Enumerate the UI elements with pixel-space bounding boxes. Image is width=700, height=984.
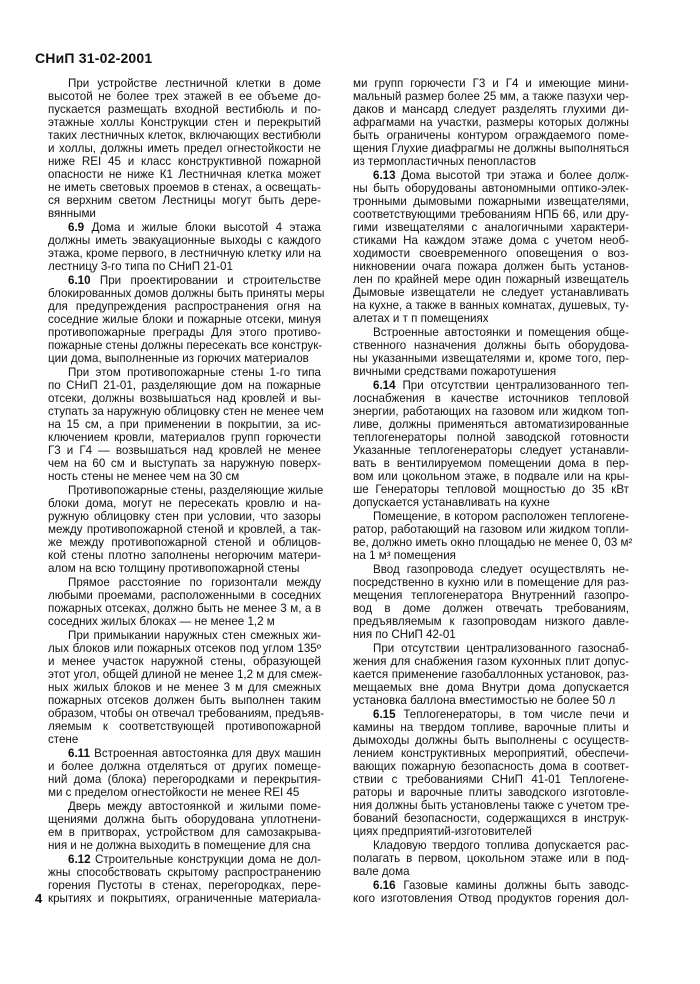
line-text: ми с пределом огнестойкости не менее REI 45	[48, 786, 300, 799]
paragraph	[353, 563, 629, 641]
line-text: бований безопасности, содержащихся в инструк-	[353, 812, 629, 825]
line-text: любыми проемами, расположенными в соседних	[48, 589, 321, 602]
line-text: щения Глухие диафрагмы не должны выполняться	[353, 142, 629, 155]
text-line	[353, 405, 629, 418]
text-line	[353, 563, 629, 576]
text-line	[48, 155, 321, 168]
line-text: на кухне, а также в ванных комнатах, душевых, ту-	[353, 299, 629, 312]
line-text: стене	[48, 733, 79, 746]
text-line	[353, 273, 629, 286]
line-text: При устройстве лестничной клетки в доме	[68, 77, 321, 90]
text-line	[48, 339, 321, 352]
text-line	[353, 628, 629, 641]
text-line	[48, 879, 321, 892]
text-line	[353, 379, 629, 392]
paragraph	[353, 510, 633, 562]
text-line	[353, 786, 629, 799]
line-text: посредственно в кухню или в помещение для раз-	[353, 576, 629, 589]
line-text: тронными дымовыми пожарными извещателями,	[353, 195, 629, 208]
line-text: на 15 см, а при применении в покрытии, за ис-	[48, 418, 321, 431]
paragraph	[353, 326, 629, 378]
text-line	[48, 615, 321, 628]
line-text: из термопластичных пенопластов	[353, 155, 537, 168]
paragraph	[48, 800, 321, 852]
text-line	[48, 668, 321, 681]
text-line	[353, 221, 629, 234]
text-line	[48, 274, 321, 287]
section-number: 6.10	[68, 274, 91, 287]
text-line	[48, 562, 321, 575]
line-text: алетах и т п помещениях	[353, 312, 489, 325]
text-line	[353, 496, 629, 509]
text-line	[353, 655, 629, 668]
text-line	[48, 431, 321, 444]
line-text: соответствующими требованиям НПБ 66, или дру-	[353, 208, 629, 221]
line-text: ляемым к соответствующей противопожарной	[48, 720, 321, 733]
line-text: высотой не более трех этажей в ее объеме до-	[48, 90, 321, 103]
line-text: вать в вентилируемом помещении дома в пер-	[353, 457, 629, 470]
line-text: мещаемых вне дома Внутри дома допускается	[353, 681, 629, 694]
line-text: опасности не ниже К1 Лестничная клетка может	[48, 168, 321, 181]
text-line	[48, 142, 321, 155]
text-line	[48, 760, 321, 773]
text-line	[353, 352, 629, 365]
text-line	[353, 839, 629, 852]
text-line	[48, 853, 321, 866]
line-text: ний дома (блока) перегородками и перекрытия-	[48, 773, 321, 786]
line-text: ся верхним светом Лестницы могут быть дере-	[48, 194, 321, 207]
text-line	[48, 786, 321, 799]
text-line	[48, 589, 321, 602]
line-text: жения для снабжения газом кухонных плит допус-	[353, 655, 629, 668]
text-line	[48, 207, 321, 220]
line-text: блоки дома, могут не пересекать кровлю и на-	[48, 497, 321, 510]
line-text: допускается устанавливать на кухне	[353, 496, 550, 509]
line-text: Теплогенераторы, в том числе печи и	[403, 708, 629, 721]
line-text: этажа, кроме первого, в лестничную клетку или на	[48, 247, 321, 260]
page-number: 4	[35, 891, 43, 906]
text-line	[48, 352, 321, 365]
line-text: ве, должно иметь окно площадью не менее 0, 03 м²	[353, 536, 633, 549]
text-column-left	[48, 77, 325, 906]
line-text: ность стены не менее чем на 30 см	[48, 470, 240, 483]
text-line	[48, 707, 325, 720]
text-line	[353, 825, 629, 838]
line-text: лых блоков или пожарных отсеков под углом 135º	[48, 642, 321, 655]
line-text: вянными	[48, 207, 96, 220]
line-text: Противопожарные стены, разделяющие жилые	[68, 484, 324, 497]
line-text: лен по крайней мере один пожарный извещатель	[353, 273, 629, 286]
line-text: на 1 м³ помещения	[353, 549, 456, 562]
line-text: ствии с требованиями СНиП 41-01 Теплогене-	[353, 773, 629, 786]
text-line	[48, 168, 321, 181]
text-line	[48, 181, 321, 194]
line-text: стиками На каждом этаже дома с учетом необ-	[353, 234, 629, 247]
text-line	[48, 576, 321, 589]
line-text: ми групп горючести Г3 и Г4 и имеющие мини-	[353, 77, 629, 90]
text-line	[48, 260, 321, 273]
line-text: гими извещателями с аналогичными характери-	[353, 221, 629, 234]
text-line	[353, 103, 629, 116]
text-line	[353, 892, 629, 905]
paragraph	[48, 576, 321, 628]
text-line	[353, 182, 629, 195]
line-text: щениями должна быть оборудована уплотнени-	[48, 813, 321, 826]
text-line	[48, 800, 321, 813]
line-text: ходимости своевременного оповещения о воз-	[353, 247, 629, 260]
line-text: даков и мансард следует разделять глухими ди-	[353, 103, 629, 116]
text-line	[353, 523, 629, 536]
text-line	[353, 444, 629, 457]
line-text: ции дома, выполненные из горючих материалов	[48, 352, 309, 365]
text-line	[353, 247, 629, 260]
line-text: жны способствовать скрытому распространению	[48, 866, 321, 879]
line-text: ны быть оборудованы автономными оптико-элек-	[353, 182, 629, 195]
text-line	[48, 366, 321, 379]
line-text: никновении очага пожара должен быть установ-	[353, 260, 629, 273]
text-line	[48, 77, 321, 90]
text-line	[48, 681, 321, 694]
text-line	[48, 116, 321, 129]
text-line	[48, 313, 321, 326]
line-text: горения Пустоты в стенах, перегородках, пере-	[48, 879, 321, 892]
text-line	[353, 457, 629, 470]
line-text: таких лестничных клеток, включающих вестибюли	[48, 129, 321, 142]
text-line	[353, 668, 629, 681]
line-text: лением конструктивных мероприятий, обеспечи-	[353, 747, 629, 760]
paragraph	[353, 642, 629, 707]
section-number: 6.13	[373, 169, 396, 182]
line-text: ступать за наружную облицовку стен не менее чем	[48, 405, 324, 418]
text-line	[48, 733, 321, 746]
text-line	[48, 247, 321, 260]
section-number: 6.12	[68, 853, 91, 866]
paragraph	[48, 853, 321, 905]
line-text: же между противопожарной стеной и облицов-	[48, 536, 321, 549]
text-line	[353, 483, 629, 496]
line-text: вод в доме должен отвечать требованиям,	[353, 602, 629, 615]
text-line	[48, 221, 321, 234]
text-line	[353, 602, 629, 615]
line-text: Газовые камины должны быть заводс-	[403, 879, 629, 892]
line-text: блокированных домов должны быть приняты меры	[48, 287, 325, 300]
line-text: дымоходы должны быть выполнены с осуществ-	[353, 734, 629, 747]
line-text: для предупреждения распространения огня на	[48, 300, 321, 313]
line-text: и холлы, должны иметь предел огнестойкости не	[48, 142, 321, 155]
line-text: образом, чтобы он отвечал требованиям, предъяв-	[48, 707, 325, 720]
text-line	[353, 681, 629, 694]
text-line	[353, 510, 629, 523]
line-text: ния должны быть установлены также с учетом тре-	[353, 799, 630, 812]
line-text: Дверь между автостоянкой и жилыми поме-	[68, 800, 321, 813]
line-text: пожарные стены должны пересекать все конструк-	[48, 339, 323, 352]
text-line	[48, 379, 321, 392]
text-line	[353, 536, 633, 549]
text-line	[48, 747, 321, 760]
paragraph	[48, 366, 324, 483]
line-text: кой стены плотно заполнены негорючим матери-	[48, 549, 321, 562]
line-text: лестницу 3-го типа по СНиП 21-01	[48, 260, 233, 273]
line-text: Дома высотой три этажа и более долж-	[401, 169, 629, 182]
text-line	[353, 747, 629, 760]
text-line	[353, 90, 629, 103]
line-text: Встроенные автостоянки и помещения обще-	[373, 326, 629, 339]
text-line	[353, 431, 629, 444]
text-line	[353, 299, 629, 312]
text-line	[48, 194, 321, 207]
line-text: между противопожарной стеной и кровлей, а так-	[48, 523, 321, 536]
document-header: СНиП 31-02-2001	[35, 50, 153, 66]
line-text: противопожарные преграды Для этого противо-	[48, 326, 321, 339]
line-text: Помещение, в котором расположен теплогене-	[373, 510, 629, 523]
line-text: соседних жилых блоках — не менее 1,2 м	[48, 615, 275, 628]
text-line	[48, 470, 321, 483]
line-text: камины на твердом топливе, варочные плиты и	[353, 721, 629, 734]
text-line	[353, 234, 629, 247]
text-line	[48, 234, 321, 247]
line-text: по СНиП 21-01, разделяющие дом на пожарные	[48, 379, 321, 392]
line-text: Строительные конструкции дома не дол-	[95, 853, 321, 866]
line-text: алом на всю толщину противопожарной стены	[48, 562, 300, 575]
line-text: кого изготовления Отвод продуктов горения дол-	[353, 892, 629, 905]
line-text: Г3 и Г4 — возвышаться над кровлей не менее	[48, 444, 321, 457]
text-line	[353, 365, 629, 378]
line-text: Ввод газопровода следует осуществлять не-	[373, 563, 629, 576]
line-text: отсеки, должны возвышаться над кровлей и вы-	[48, 392, 321, 405]
text-line	[48, 813, 321, 826]
text-line	[353, 470, 629, 483]
text-line	[353, 77, 629, 90]
line-text: мещения теплогенератора Внутренний газопро-	[353, 589, 629, 602]
text-line	[48, 287, 325, 300]
paragraph	[353, 169, 629, 325]
text-line	[353, 195, 629, 208]
text-line	[48, 866, 321, 879]
line-text: ных жилых блоков и не менее 3 м для смежных	[48, 681, 321, 694]
line-text: установка баллона вместимостью не более 50 л	[353, 694, 616, 707]
text-line	[353, 418, 629, 431]
text-line	[353, 208, 629, 221]
line-text: кается применение газобаллонных установок, раз-	[353, 668, 629, 681]
line-text: теплогенераторы полной заводской готовности	[353, 431, 629, 444]
text-line	[353, 615, 629, 628]
line-text: циях предприятий-изготовителей	[353, 825, 532, 838]
line-text: ем в притворах, устройством для самозакрыва-	[48, 826, 321, 839]
line-text: должны иметь эвакуационные выходы с каждого	[48, 234, 321, 247]
line-text: и менее участок наружной стены, образующей	[48, 655, 321, 668]
section-number: 6.14	[373, 379, 396, 392]
text-line	[48, 773, 321, 786]
line-text: ше Генераторы тепловой мощностью до 35 кВт	[353, 483, 629, 496]
text-line	[48, 510, 321, 523]
text-line	[48, 326, 321, 339]
text-line	[48, 103, 321, 116]
text-line	[353, 576, 629, 589]
paragraph	[48, 221, 321, 273]
line-text: Указанные теплогенераторы следует устанавли-	[353, 444, 629, 457]
paragraph	[48, 274, 325, 365]
text-line	[48, 892, 321, 905]
text-line	[353, 708, 629, 721]
paragraph	[353, 379, 629, 509]
line-text: вичными средствами пожаротушения	[353, 365, 557, 378]
text-line	[48, 300, 321, 313]
text-line	[48, 642, 321, 655]
line-text: лоснабжения в качестве источников тепловой	[353, 392, 629, 405]
text-line	[353, 142, 629, 155]
text-line	[48, 694, 321, 707]
line-text: соседние жилые блоки и пожарные отсеки, минуя	[48, 313, 321, 326]
line-text: пожарных отсеков должен быть выполнен таким	[48, 694, 321, 707]
line-text: раторы и варочные плиты заводского изготовле-	[353, 786, 629, 799]
text-line	[353, 116, 629, 129]
text-line	[353, 286, 629, 299]
text-line	[353, 812, 629, 825]
line-text: Встроенная автостоянка для двух машин	[94, 747, 321, 760]
section-number: 6.9	[68, 221, 85, 234]
line-text: При примыкании наружных стен смежных жи-	[68, 629, 321, 642]
line-text: мальный размер более 25 мм, а также пазухи чер-	[353, 90, 629, 103]
text-line	[48, 129, 321, 142]
paragraph	[353, 879, 629, 905]
line-text: этажные холлы Конструкции стен и перекрытий	[48, 116, 321, 129]
text-line	[353, 799, 629, 812]
line-text: При проектировании и строительстве	[99, 274, 321, 287]
section-number: 6.11	[68, 747, 90, 760]
text-line	[353, 879, 629, 892]
text-line	[353, 852, 629, 865]
line-text: Дымовые извещатели не следует устанавливать	[353, 286, 629, 299]
text-line	[353, 169, 629, 182]
line-text: При отсутствии централизованного теп-	[402, 379, 629, 392]
text-line	[48, 602, 321, 615]
text-line	[48, 484, 324, 497]
text-line	[48, 839, 321, 852]
text-line	[48, 536, 321, 549]
text-line	[353, 760, 629, 773]
paragraph	[48, 629, 325, 746]
line-text: При этом противопожарные стены 1-го типа	[68, 366, 321, 379]
text-line	[353, 589, 629, 602]
text-line	[353, 734, 629, 747]
line-text: и более должна отделяться от других помеще-	[48, 760, 321, 773]
line-text: вающих пожарную безопасность дома в соответ-	[353, 760, 629, 773]
text-line	[353, 129, 629, 142]
text-line	[48, 523, 321, 536]
line-text: вале дома	[353, 865, 410, 878]
text-line	[353, 642, 629, 655]
text-line	[353, 694, 629, 707]
line-text: полагать в первом, цокольном этаже или в под-	[353, 852, 629, 865]
line-text: ратор, работающий на газовом или жидком топли-	[353, 523, 629, 536]
text-line	[48, 418, 321, 431]
text-line	[48, 826, 321, 839]
line-text: ружную облицовку стен при условии, что зазоры	[48, 510, 321, 523]
paragraph	[48, 484, 324, 575]
line-text: ключением кровли, материалов групп горючести	[48, 431, 321, 444]
line-text: При отсутствии централизованного газоснаб-	[373, 642, 629, 655]
line-text: Дома и жилые блоки высотой 4 этажа	[91, 221, 321, 234]
text-line	[48, 629, 321, 642]
text-line	[353, 773, 629, 786]
line-text: энергии, работающих на газовом или жидком топ-	[353, 405, 629, 418]
text-line	[48, 549, 321, 562]
text-line	[353, 339, 629, 352]
line-text: ниже REI 45 и класс конструктивной пожарной	[48, 155, 321, 168]
line-text: афрагмами на участки, размеры которых должны	[353, 116, 629, 129]
text-line	[353, 260, 629, 273]
line-text: пожарных отсеках, должно быть не менее 3 м, а в	[48, 602, 321, 615]
text-line	[48, 444, 321, 457]
line-text: пускается размещать входной вестибюль и по-	[48, 103, 321, 116]
text-line	[48, 720, 321, 733]
line-text: ны указанными извещателями и, кроме того, пер-	[353, 352, 629, 365]
line-text: чем на 60 см и выступать за наружную поверх-	[48, 457, 321, 470]
line-text: ственного назначения должны быть оборудова-	[353, 339, 629, 352]
text-line	[353, 549, 629, 562]
line-text: предъявляемым к газопроводам низкого давле-	[353, 615, 629, 628]
line-text: ливе, должны применяться автоматизированные	[353, 418, 629, 431]
text-line	[48, 405, 324, 418]
line-text: быть ограничены контуром ограждаемого поме-	[353, 129, 629, 142]
text-line	[353, 155, 629, 168]
text-line	[48, 655, 321, 668]
text-line	[353, 721, 629, 734]
paragraph	[353, 77, 629, 168]
text-column-right	[353, 77, 633, 906]
section-number: 6.15	[373, 708, 396, 721]
line-text: вом или цокольном этаже, в подвале или на кры-	[353, 470, 629, 483]
text-line	[353, 326, 629, 339]
line-text: Кладовую твердого топлива допускается рас-	[373, 839, 629, 852]
text-line	[353, 865, 629, 878]
text-line	[353, 392, 629, 405]
paragraph	[353, 708, 629, 838]
line-text: не иметь световых проемов в стенах, а освещать-	[48, 181, 321, 194]
line-text: этот угол, общей длиной не менее 1,2 м для смеж-	[48, 668, 323, 681]
text-line	[48, 392, 321, 405]
paragraph	[48, 77, 321, 220]
paragraph	[353, 839, 629, 878]
line-text: крытиях и покрытиях, ограниченные материала-	[48, 892, 321, 905]
line-text: Прямое расстояние по горизонтали между	[68, 576, 321, 589]
text-line	[48, 497, 321, 510]
text-line	[48, 90, 321, 103]
line-text: ния и не должна выходить в помещение для сна	[48, 839, 311, 852]
text-line	[48, 457, 321, 470]
section-number: 6.16	[373, 879, 396, 892]
paragraph	[48, 747, 321, 799]
text-line	[353, 312, 629, 325]
line-text: ния по СНиП 42-01	[353, 628, 456, 641]
